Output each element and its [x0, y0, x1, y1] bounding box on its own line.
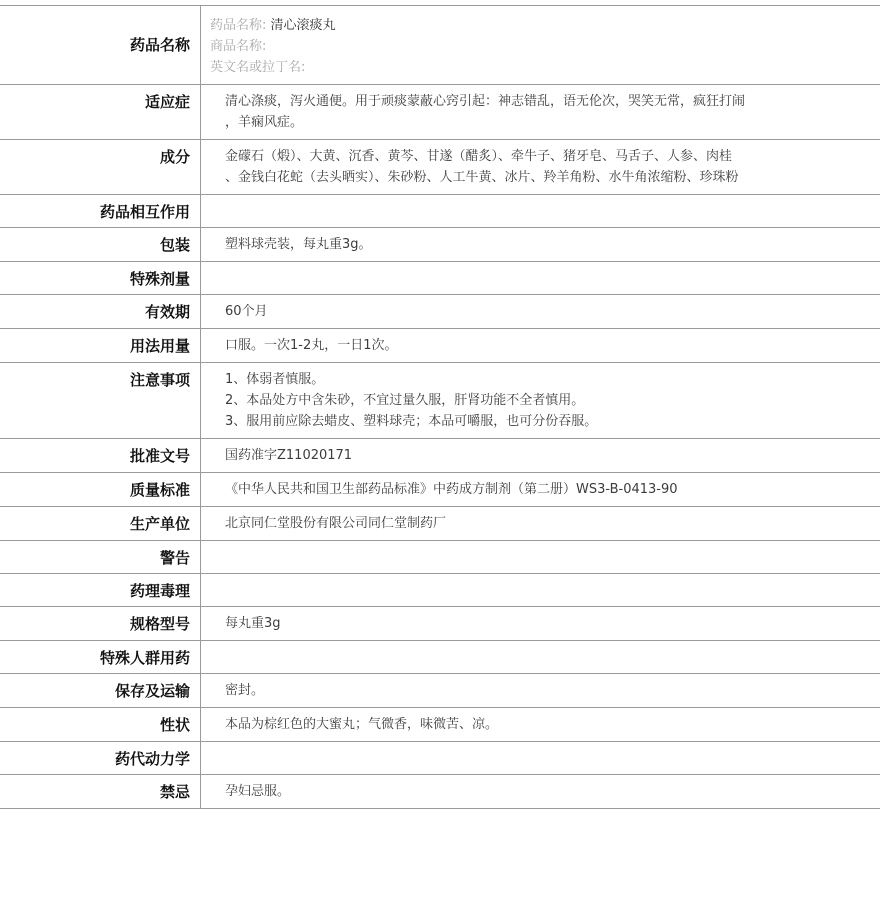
english-name-key: 英文名或拉丁名:: [210, 60, 306, 75]
generic-name-line: [210, 15, 880, 36]
row-interactions: [0, 195, 880, 228]
value-line: 2、本品处方中含朱砂，不宜过量久服，肝肾功能不全者慎用。: [225, 393, 585, 408]
row-appearance: [0, 708, 880, 742]
row-label: 警告: [0, 541, 201, 573]
row-value: [201, 742, 880, 774]
row-label: 保存及运输: [0, 674, 201, 707]
row-value: [201, 262, 880, 294]
row-label: 药理毒理: [0, 574, 201, 606]
value-line: 3、服用前应除去蜡皮、塑料球壳；本品可嚼服，也可分份吞服。: [225, 414, 598, 429]
generic-name-key: 药品名称:: [210, 18, 267, 33]
row-shelf-life: [0, 295, 880, 329]
row-value: [201, 85, 880, 139]
value-line: 1、体弱者慎服。: [225, 372, 325, 387]
row-ingredients: [0, 140, 880, 195]
row-value: [201, 607, 880, 640]
row-label: 成分: [0, 140, 201, 194]
row-value: [201, 473, 880, 506]
row-value: [201, 574, 880, 606]
row-value: [201, 507, 880, 540]
row-label: 用法用量: [0, 329, 201, 362]
row-label: 批准文号: [0, 439, 201, 472]
row-label: 生产单位: [0, 507, 201, 540]
value-line: ，羊痫风症。: [225, 115, 304, 130]
value-line: 金礞石（煅）、大黄、沉香、黄芩、甘遂（醋炙）、牵牛子、猪牙皂、马舌子、人参、肉桂: [225, 149, 733, 164]
row-precautions: [0, 363, 880, 439]
row-label: 特殊人群用药: [0, 641, 201, 673]
row-value: [201, 439, 880, 472]
row-value: [201, 674, 880, 707]
row-special-populations: [0, 641, 880, 674]
value-line: 、金钱白花蛇（去头晒实）、朱砂粉、人工牛黄、冰片、羚羊角粉、水牛角浓缩粉、珍珠粉: [225, 170, 739, 185]
row-label: 注意事项: [0, 363, 201, 438]
drug-info-table: [0, 5, 880, 809]
value-line: 清心涤痰，泻火通便。用于顽痰蒙蔽心窍引起：神志错乱，语无伦次，哭笑无常，疯狂打闹: [225, 94, 746, 109]
row-pharmacology: [0, 574, 880, 607]
trade-name-line: [210, 36, 880, 57]
row-storage: [0, 674, 880, 708]
row-indications: [0, 85, 880, 140]
row-label: 性状: [0, 708, 201, 741]
row-label: 药代动力学: [0, 742, 201, 774]
row-label: 包装: [0, 228, 201, 261]
row-contraindications: [0, 775, 880, 809]
row-value: [201, 708, 880, 741]
row-value: [201, 541, 880, 573]
row-value: [201, 228, 880, 261]
row-label: 有效期: [0, 295, 201, 328]
row-value: [201, 295, 880, 328]
value-line: 塑料球壳装，每丸重3g。: [225, 237, 372, 252]
row-value: [201, 329, 880, 362]
row-pharmacokinetics: [0, 742, 880, 775]
row-value: [201, 363, 880, 438]
row-value: [201, 775, 880, 808]
value-line: 每丸重3g: [225, 616, 281, 631]
row-value: [201, 641, 880, 673]
trade-name-key: 商品名称:: [210, 39, 267, 54]
value-line: 60个月: [225, 304, 268, 319]
english-name-line: [210, 57, 880, 78]
row-manufacturer: [0, 507, 880, 541]
value-line: 口服。一次1-2丸，一日1次。: [225, 338, 398, 353]
row-specification: [0, 607, 880, 641]
drug-name-row: [0, 6, 880, 85]
row-warning: [0, 541, 880, 574]
value-line: 北京同仁堂股份有限公司同仁堂制药厂: [225, 516, 447, 531]
row-label: 特殊剂量: [0, 262, 201, 294]
row-label: 规格型号: [0, 607, 201, 640]
row-label: 药品名称: [0, 6, 201, 84]
value-line: 孕妇忌服。: [225, 784, 291, 799]
value-line: 国药准字Z11020171: [225, 448, 353, 463]
row-label: 禁忌: [0, 775, 201, 808]
generic-name-value: 清心滚痰丸: [270, 18, 336, 33]
row-packaging: [0, 228, 880, 262]
row-approval-number: [0, 439, 880, 473]
value-line: 《中华人民共和国卫生部药品标准》中药成方制剂（第二册）WS3-B-0413-90: [225, 482, 678, 497]
row-value: [201, 140, 880, 194]
row-special-dosage: [0, 262, 880, 295]
value-line: 本品为棕红色的大蜜丸；气微香，味微苦、凉。: [225, 717, 499, 732]
row-quality-standard: [0, 473, 880, 507]
row-label: 药品相互作用: [0, 195, 201, 227]
row-label: 质量标准: [0, 473, 201, 506]
row-value: [201, 195, 880, 227]
value-line: 密封。: [225, 683, 265, 698]
row-dosage: [0, 329, 880, 363]
row-value: [201, 6, 880, 84]
row-label: 适应症: [0, 85, 201, 139]
